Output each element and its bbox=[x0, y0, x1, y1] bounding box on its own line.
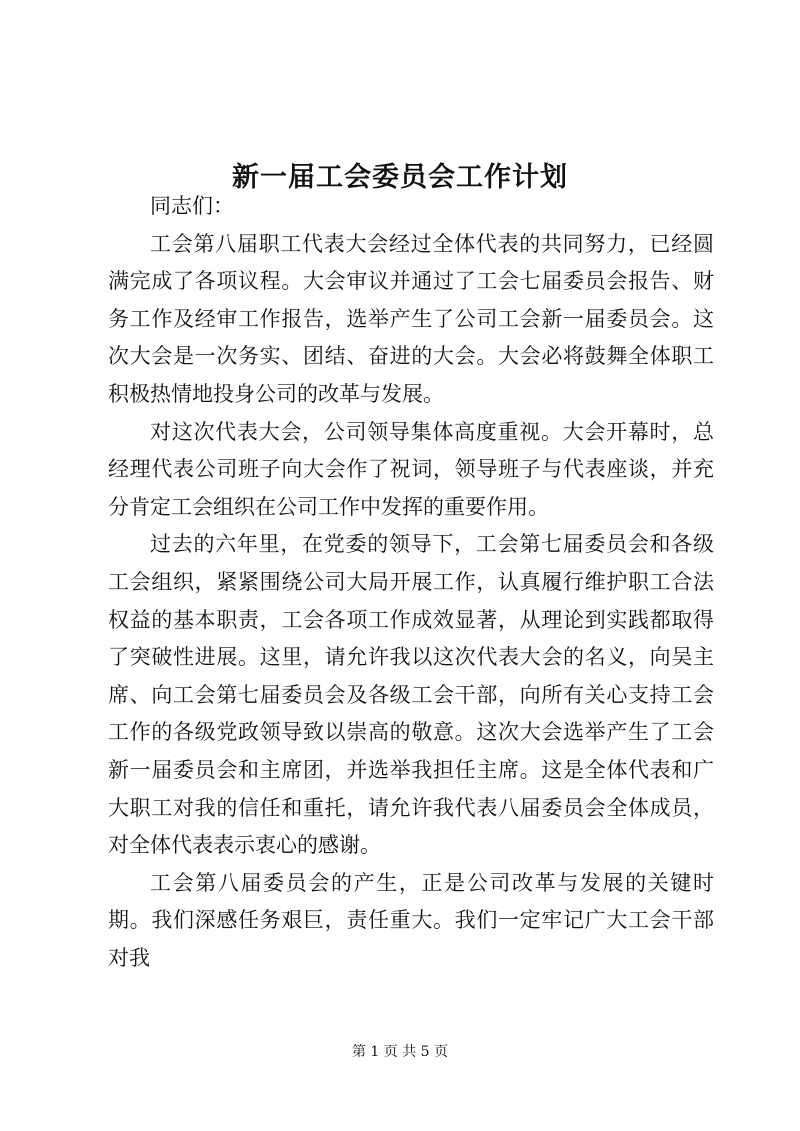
document-body bbox=[108, 188, 714, 977]
document-title: 新一届工会委员会工作计划 bbox=[232, 162, 568, 194]
paragraph: 对这次代表大会，公司领导集体高度重视。大会开幕时，总经理代表公司班子向大会作了祝词，领导班子与代表座谈，并充分肯定工会组织在公司工作中发挥的重要作用。 bbox=[108, 419, 714, 519]
page-number-footer: 第 1 页 共 5 页 bbox=[351, 1044, 449, 1060]
salutation: 同志们： bbox=[150, 194, 234, 218]
paragraph: 工会第八届委员会的产生，正是公司改革与发展的关键时期。我们深感任务艰巨，责任重大。我们一定牢记广大工会干部对我 bbox=[108, 870, 714, 970]
paragraph: 工会第八届职工代表大会经过全体代表的共同努力，已经圆满完成了各项议程。大会审议并通过了工会七届委员会报告、财务工作及经审工作报告，选举产生了公司工会新一届委员会。这次大会是一次务实、团结、奋进的大会。大会必将鼓舞全体职工积极热情地投身公司的改革与发展。 bbox=[108, 231, 714, 406]
paragraph: 过去的六年里，在党委的领导下，工会第七届委员会和各级工会组织，紧紧围绕公司大局开展工作，认真履行维护职工合法权益的基本职责，工会各项工作成效显著，从理论到实践都取得了突破性进展。这里，请允许我以这次代表大会的名义，向吴主席、向工会第七届委员会及各级工会干部，向所有关心支持工会工作的各级党政领导致以崇高的敬意。这次大会选举产生了工会新一届委员会和主席团，并选举我担任主席。这是全体代表和广大职工对我的信任和重托，请允许我代表八届委员会全体成员，对全体代表表示衷心的感谢。 bbox=[108, 532, 714, 858]
